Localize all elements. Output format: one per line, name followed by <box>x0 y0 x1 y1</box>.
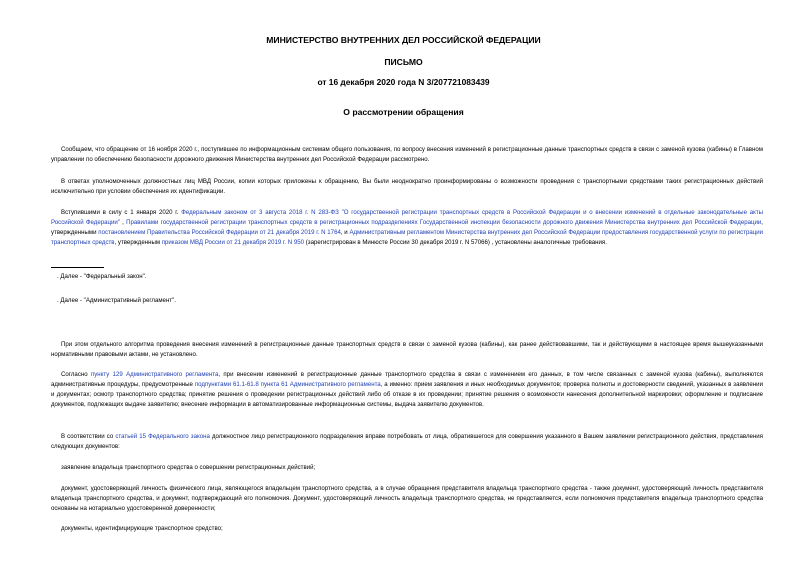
paragraph-6-text-1: В соответствии со <box>61 433 116 440</box>
link-registration-rules[interactable]: Правилами государственной регистрации транспортных средств в регистрационных подразделениях Государственной инспекции безопасности дорожного движения Министерства внутренних дел Российской Федерации <box>126 219 762 226</box>
link-point-129[interactable]: пункту 129 Административного регламента <box>90 371 219 378</box>
footnote-2: . Далее - "Административный регламент". <box>57 297 176 304</box>
document-date-number: от 16 декабря 2020 года N 3/207721083439 <box>317 77 490 87</box>
paragraph-3-text-5: , утвержденным <box>114 239 162 246</box>
paragraph-3 <box>51 208 763 248</box>
footnote-1: . Далее - "Федеральный закон". <box>57 273 147 280</box>
paragraph-1: Сообщаем, что обращение от 16 ноября 2020 г., поступившее по информационным системам общего пользования, по вопросу внесения изменений в регистрационные данные транспортных средств в связи с заменой кузова (кабины) в Главном управлении по обеспечению безопасности дорожного движения Министерства внутренних дел Российской Федерации рассмотрено. <box>51 146 763 163</box>
link-order-950[interactable]: приказом МВД России от 21 декабря 2019 г. N 950 <box>161 239 305 246</box>
paragraph-2: В ответах уполномоченных должностных лиц МВД России, копии которых приложены к обращению, Вы были неоднократно проинформированы о возможности проведения с транспортными средствами таких регистрационных действий исключительно при условии обеспечения их идентификации. <box>51 178 763 195</box>
paragraph-3-text-3: , утвержденными <box>51 219 763 236</box>
ministry-heading: МИНИСТЕРСТВО ВНУТРЕННИХ ДЕЛ РОССИЙСКОЙ ФЕДЕРАЦИИ <box>266 35 541 45</box>
link-federal-law-283[interactable]: Федеральным законом от 3 августа 2018 г. N 283-ФЗ "О государственной регистрации транспортных средств в Российской Федерации и о внесении изменений в отдельные законодательные акты Российской Федерации" <box>51 209 764 226</box>
paragraph-6 <box>51 432 763 452</box>
document-type: ПИСЬМО <box>384 57 423 67</box>
link-subpoints-61[interactable]: подпунктами 61.1-61.8 пункта 61 Административного регламента <box>194 381 381 388</box>
paragraph-5-text-3: , а именно: прием заявления и иных необходимых документов; проверка полноты и достоверности сведений, указанных в заявлении и документах; осмотр транспортного средства; принятие решения о проведении регистрационных действий либо об отказе в их проведении; принятие решения о возможности нанесения дополнительной маркировки; оформление и подписание документов, подлежащих выдаче заявителю; внесение информации в автоматизированные информационные системы, выдача заявителю документов. <box>51 381 763 408</box>
link-government-decree-1764[interactable]: постановлением Правительства Российской Федерации от 21 декабря 2019 г. N 1764 <box>98 229 341 236</box>
footnote-divider <box>51 267 104 268</box>
paragraph-3-text-4: , и <box>340 229 350 236</box>
paragraph-3-text-6: (зарегистрирован в Минюсте России 30 декабря 2019 г. N 57066) , установлены аналогичные требования. <box>304 239 607 246</box>
paragraph-5-text-2: , при внесении изменений в регистрационные данные транспортного средства в связи с изменением его данных, в том числе связанных с заменой кузова (кабины), выполняются административные процедуры, предусмотренные <box>51 371 763 388</box>
paragraph-7: заявление владельца транспортного средства о совершении регистрационных действий; <box>61 464 316 471</box>
paragraph-4: При этом отдельного алгоритма проведения внесения изменений в регистрационные данные транспортных средств в связи с заменой кузова (кабины), как ранее действовавшими, так и действующими в настоящее время вышеуказанными нормативными правовыми актами, не установлено. <box>51 341 763 358</box>
paragraph-8: документ, удостоверяющий личность физического лица, являющегося владельцем транспортного средства, а в случае обращения представителя владельца транспортного средства - также документ, удостоверяющий личность представителя владельца транспортного средства, и документ, подтверждающий его полномочия. Документ, удостоверяющий личность владельца транспортного средства, не представляется, если полномочия представителя владельца транспортного средства основаны на нотариально удостоверенной доверенности; <box>51 485 763 512</box>
paragraph-5-text-1: Согласно <box>61 371 91 378</box>
paragraph-9: документы, идентифицирующие транспортное средство; <box>61 525 223 532</box>
document-subject: О рассмотрении обращения <box>343 107 464 117</box>
link-administrative-regulation[interactable]: Административным регламентом Министерства внутренних дел Российской Федерации предоставления государственной услуги по регистрации транспортных средств <box>51 229 764 246</box>
paragraph-3-text-1: Вступившими в силу с 1 января 2020 г. <box>61 209 182 216</box>
paragraph-3-text-2: , <box>119 219 127 226</box>
paragraph-5 <box>51 370 763 410</box>
link-article-15[interactable]: статьей 15 Федерального закона <box>115 433 210 440</box>
paragraph-6-text-2: должностное лицо регистрационного подразделения вправе потребовать от лица, обратившегося для совершения указанного в Вашем заявлении регистрационного действия, представления следующих документов: <box>51 433 763 450</box>
